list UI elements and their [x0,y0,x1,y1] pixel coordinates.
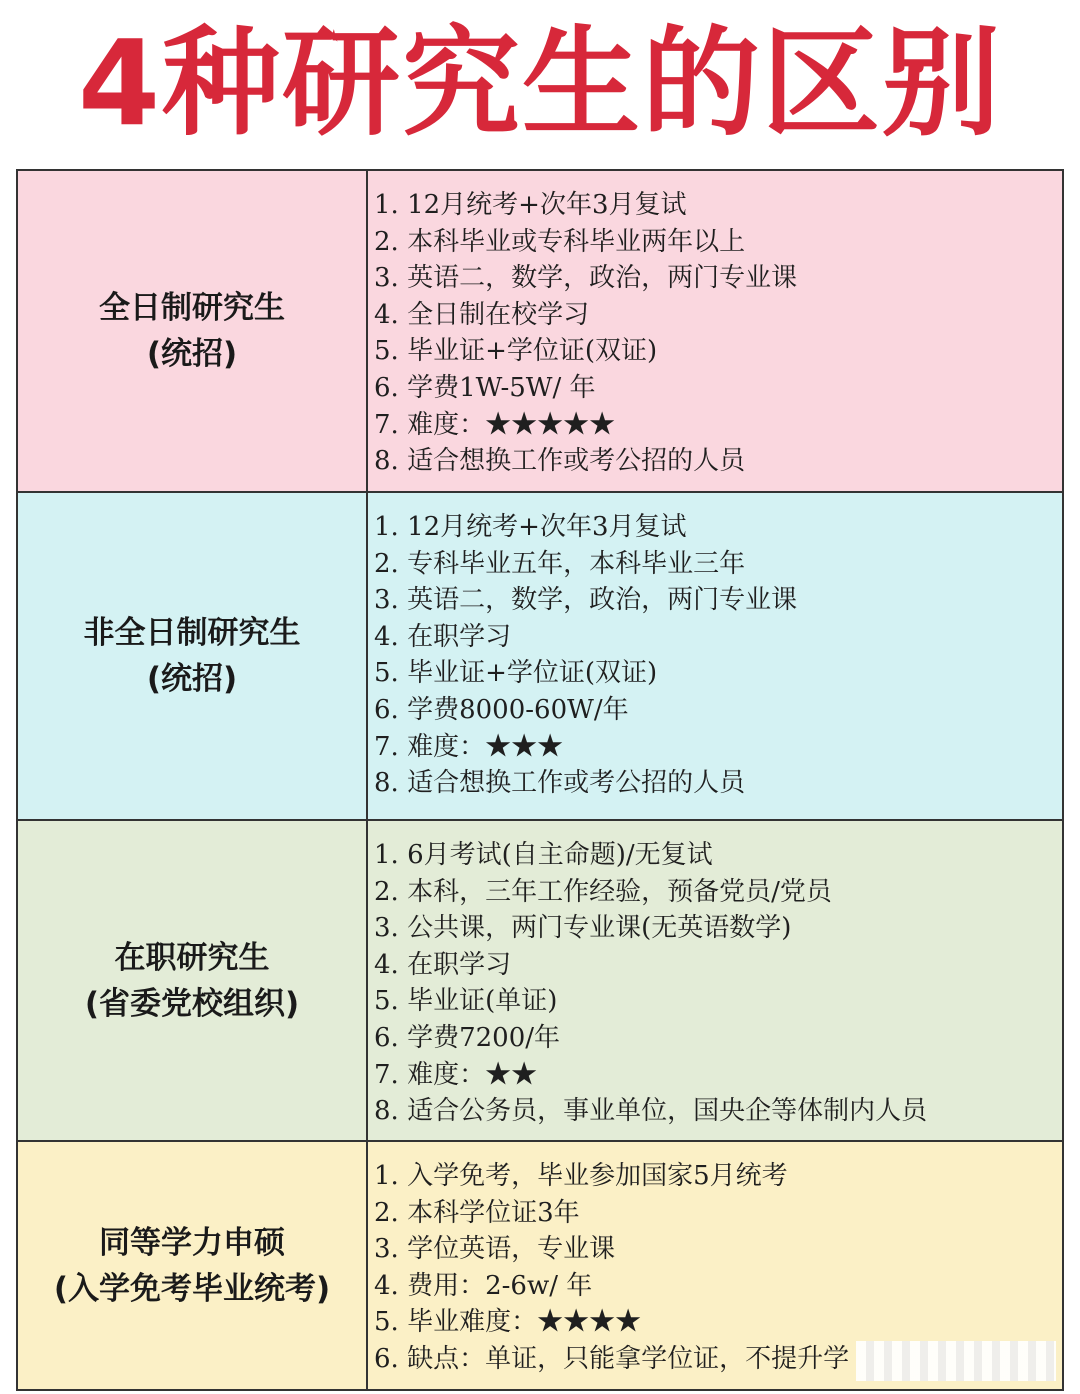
list-item: 4. 全日制在校学习 [374,299,590,330]
row-label-title: 在职研究生 [114,939,270,976]
row-items-cell [368,171,1062,491]
list-item: 4. 在职学习 [374,621,512,652]
list-item: 5. 毕业证+学位证(双证) [374,336,658,367]
row-items-cell [368,821,1062,1140]
row-label-cell [18,821,368,1140]
list-item: 1. 6月考试(自主命题)/无复试 [374,840,713,870]
list-item: 6. 学费8000-60W/年 [374,694,629,725]
list-item: 1. 入学免考，毕业参加国家5月统考 [374,1161,788,1191]
list-item: 1. 12月统考+次年3月复试 [374,512,687,542]
list-item: 8. 适合想换工作或考公招的人员 [374,768,746,799]
list-item: 7. 难度：★★ [374,1059,538,1090]
row-label-title: 全日制研究生 [99,290,285,326]
list-item: 5. 毕业难度：★★★★ [374,1307,642,1338]
comparison-table [16,169,1064,1391]
list-item: 1. 12月统考+次年3月复试 [374,190,687,220]
list-item: 2. 本科毕业或专科毕业两年以上 [374,226,746,257]
row-items-cell [368,493,1062,819]
list-item: 4. 在职学习 [374,949,512,980]
page-title: 4种研究生的区别 [77,14,1003,152]
row-label-cell [18,171,368,491]
row-label-subtitle: (统招) [146,661,238,697]
table-row-part-time [18,493,1062,821]
list-item: 3. 公共课，两门专业课(无英语数学) [374,913,792,944]
watermark-blur [856,1341,1056,1381]
table-row-equivalent-degree [18,1142,1062,1389]
list-item: 8. 适合公务员，事业单位，国央企等体制内人员 [374,1096,928,1127]
list-item: 5. 毕业证+学位证(双证) [374,658,658,689]
list-item: 6. 缺点：单证，只能拿学位证，不提升学 [374,1343,850,1374]
list-item: 7. 难度：★★★★★ [374,409,616,440]
list-item: 7. 难度：★★★ [374,731,564,762]
list-item: 8. 适合想换工作或考公招的人员 [374,446,746,477]
table-row-in-service [18,821,1062,1142]
list-item: 2. 本科，三年工作经验，预备党员/党员 [374,876,832,907]
row-label-title: 同等学力申硕 [99,1224,285,1261]
row-label-title: 非全日制研究生 [83,615,301,651]
row-label-subtitle: (省委党校组织) [84,985,300,1022]
list-item: 5. 毕业证(单证) [374,986,558,1017]
list-item: 3. 英语二，数学，政治，两门专业课 [374,585,798,616]
list-item: 3. 英语二，数学，政治，两门专业课 [374,263,798,294]
list-item: 6. 学费7200/年 [374,1022,560,1053]
table-row-full-time [18,171,1062,493]
list-item: 6. 学费1W-5W/ 年 [374,372,596,403]
row-label-cell [18,493,368,819]
row-label-cell [18,1142,368,1389]
list-item: 4. 费用：2-6w/ 年 [374,1270,593,1301]
row-label-subtitle: (入学免考毕业统考) [53,1270,331,1307]
list-item: 2. 本科学位证3年 [374,1197,580,1228]
list-item: 2. 专科毕业五年，本科毕业三年 [374,548,746,579]
list-item: 3. 学位英语，专业课 [374,1234,616,1265]
row-label-subtitle: (统招) [146,336,238,372]
